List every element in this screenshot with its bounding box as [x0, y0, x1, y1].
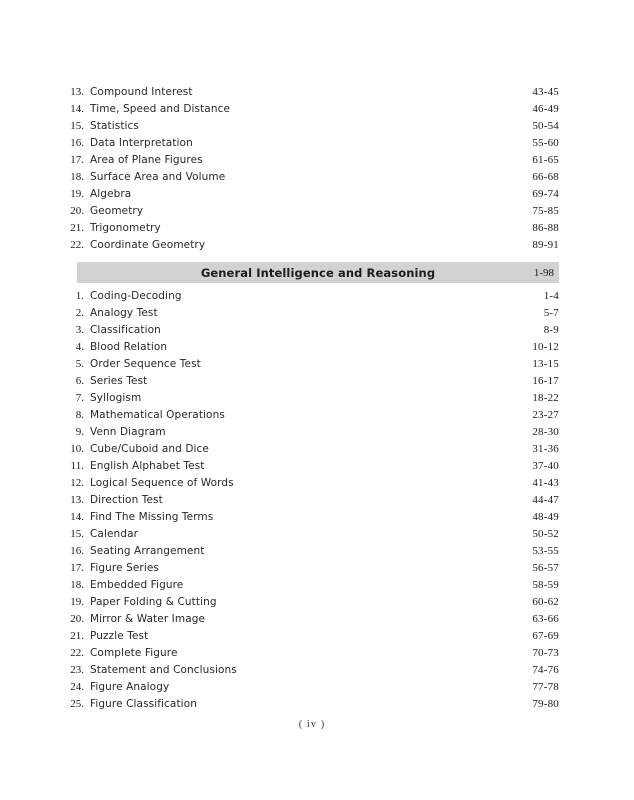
- toc-entry: [65, 560, 559, 577]
- toc-entry: [65, 594, 559, 611]
- entry-pages: 28-30: [532, 426, 559, 438]
- entry-pages: 41-43: [532, 477, 559, 489]
- entry-pages: 50-52: [532, 528, 559, 540]
- entry-pages: 55-60: [532, 137, 559, 149]
- section-title: General Intelligence and Reasoning: [200, 265, 436, 280]
- toc-entry: [65, 662, 559, 679]
- entry-title: Blood Relation: [90, 341, 168, 353]
- toc-entry: [65, 288, 559, 305]
- toc-entry: [65, 458, 559, 475]
- entry-pages: 79-80: [532, 698, 559, 710]
- entry-title: Geometry: [90, 205, 144, 217]
- entry-number: 4.: [75, 341, 84, 353]
- entry-pages: 43-45: [532, 86, 559, 98]
- toc-entry: [65, 203, 559, 220]
- toc-entry: [65, 84, 559, 101]
- toc-entry: [65, 424, 559, 441]
- toc-entry: [65, 679, 559, 696]
- entry-title: Coding-Decoding: [90, 290, 182, 302]
- entry-title: Mathematical Operations: [90, 409, 225, 421]
- toc-entry: [65, 220, 559, 237]
- toc-entry: [65, 577, 559, 594]
- entry-number: 13.: [70, 494, 84, 506]
- entry-pages: 60-62: [532, 596, 559, 608]
- entry-title: Analogy Test: [90, 307, 158, 319]
- entry-pages: 13-15: [532, 358, 559, 370]
- entry-number: 15.: [70, 528, 84, 540]
- entry-title: Syllogism: [90, 392, 142, 404]
- toc-entry: [65, 441, 559, 458]
- entry-number: 22.: [70, 239, 84, 251]
- entry-title: Coordinate Geometry: [90, 239, 206, 251]
- entry-pages: 61-65: [532, 154, 559, 166]
- entry-pages: 69-74: [532, 188, 559, 200]
- entry-title: Statement and Conclusions: [90, 664, 237, 676]
- entry-pages: 74-76: [532, 664, 559, 676]
- entry-number: 11.: [70, 460, 84, 472]
- entry-number: 20.: [70, 205, 84, 217]
- entry-title: Order Sequence Test: [90, 358, 201, 370]
- entry-pages: 48-49: [532, 511, 559, 523]
- entry-number: 23.: [70, 664, 84, 676]
- entry-pages: 44-47: [532, 494, 559, 506]
- entry-title: Figure Classification: [90, 698, 197, 710]
- entry-number: 14.: [70, 511, 84, 523]
- toc-entry: [65, 237, 559, 254]
- entry-pages: 37-40: [532, 460, 559, 472]
- entry-number: 15.: [70, 120, 84, 132]
- entry-title: Surface Area and Volume: [90, 171, 226, 183]
- entry-title: Time, Speed and Distance: [90, 103, 231, 115]
- entry-number: 1.: [75, 290, 84, 302]
- entry-title: Trigonometry: [90, 222, 161, 234]
- entry-title: Classification: [90, 324, 161, 336]
- entry-title: Area of Plane Figures: [90, 154, 203, 166]
- entry-pages: 67-69: [532, 630, 559, 642]
- table-of-contents: [65, 84, 559, 713]
- toc-entry: [65, 186, 559, 203]
- entry-title: Statistics: [90, 120, 139, 132]
- entry-pages: 31-36: [532, 443, 559, 455]
- toc-entry: [65, 118, 559, 135]
- entry-pages: 16-17: [532, 375, 559, 387]
- entry-number: 2.: [75, 307, 84, 319]
- entry-title: Logical Sequence of Words: [90, 477, 234, 489]
- entry-title: Mirror & Water Image: [90, 613, 206, 625]
- entry-pages: 77-78: [532, 681, 559, 693]
- toc-entry: [65, 628, 559, 645]
- toc-entry: [65, 475, 559, 492]
- entry-pages: 66-68: [532, 171, 559, 183]
- toc-entry: [65, 169, 559, 186]
- entry-number: 10.: [70, 443, 84, 455]
- entry-pages: 63-66: [532, 613, 559, 625]
- entry-pages: 23-27: [532, 409, 559, 421]
- entry-pages: 89-91: [532, 239, 559, 251]
- entry-number: 12.: [70, 477, 84, 489]
- entry-title: Seating Arrangement: [90, 545, 205, 557]
- entry-pages: 5-7: [543, 307, 559, 319]
- entry-number: 18.: [70, 171, 84, 183]
- entry-number: 3.: [75, 324, 84, 336]
- entry-pages: 50-54: [532, 120, 559, 132]
- entry-pages: 75-85: [532, 205, 559, 217]
- entry-number: 9.: [75, 426, 84, 438]
- entry-number: 13.: [70, 86, 84, 98]
- section-header-bar: [77, 262, 559, 283]
- entry-title: Find The Missing Terms: [90, 511, 214, 523]
- toc-entry: [65, 135, 559, 152]
- entry-title: Venn Diagram: [90, 426, 166, 438]
- entry-pages: 46-49: [532, 103, 559, 115]
- toc-entry: [65, 390, 559, 407]
- entry-title: Cube/Cuboid and Dice: [90, 443, 209, 455]
- section-page-range: 1-98: [533, 266, 554, 279]
- entry-pages: 18-22: [532, 392, 559, 404]
- entry-title: Series Test: [90, 375, 148, 387]
- entry-pages: 86-88: [532, 222, 559, 234]
- entry-pages: 56-57: [532, 562, 559, 574]
- toc-entry: [65, 339, 559, 356]
- entry-pages: 8-9: [543, 324, 559, 336]
- entry-number: 25.: [70, 698, 84, 710]
- entry-title: English Alphabet Test: [90, 460, 205, 472]
- entry-number: 19.: [70, 188, 84, 200]
- entry-title: Compound Interest: [90, 86, 193, 98]
- entry-number: 20.: [70, 613, 84, 625]
- toc-entry: [65, 645, 559, 662]
- toc-entry: [65, 492, 559, 509]
- page-number-footer: ( iv ): [298, 719, 326, 730]
- toc-entry: [65, 356, 559, 373]
- entry-number: 17.: [70, 562, 84, 574]
- entry-title: Figure Analogy: [90, 681, 170, 693]
- entry-number: 22.: [70, 647, 84, 659]
- entry-pages: 10-12: [532, 341, 559, 353]
- entry-title: Paper Folding & Cutting: [90, 596, 217, 608]
- toc-entry: [65, 526, 559, 543]
- toc-entry: [65, 305, 559, 322]
- entry-title: Complete Figure: [90, 647, 178, 659]
- entry-number: 21.: [70, 222, 84, 234]
- entry-title: Data Interpretation: [90, 137, 193, 149]
- toc-entry: [65, 322, 559, 339]
- toc-entry: [65, 101, 559, 118]
- entry-number: 17.: [70, 154, 84, 166]
- entry-number: 5.: [75, 358, 84, 370]
- entry-number: 7.: [75, 392, 84, 404]
- entry-number: 24.: [70, 681, 84, 693]
- entry-title: Direction Test: [90, 494, 163, 506]
- toc-entry: [65, 152, 559, 169]
- entry-pages: 53-55: [532, 545, 559, 557]
- entry-pages: 1-4: [543, 290, 559, 302]
- entry-number: 8.: [75, 409, 84, 421]
- entry-title: Figure Series: [90, 562, 159, 574]
- entry-title: Puzzle Test: [90, 630, 149, 642]
- entry-number: 16.: [70, 545, 84, 557]
- entry-title: Algebra: [90, 188, 132, 200]
- toc-entry: [65, 543, 559, 560]
- entry-pages: 70-73: [532, 647, 559, 659]
- toc-entry: [65, 373, 559, 390]
- entry-number: 18.: [70, 579, 84, 591]
- entry-number: 21.: [70, 630, 84, 642]
- entry-number: 19.: [70, 596, 84, 608]
- entry-pages: 58-59: [532, 579, 559, 591]
- toc-entry: [65, 509, 559, 526]
- entry-number: 14.: [70, 103, 84, 115]
- toc-entry: [65, 407, 559, 424]
- entry-title: Calendar: [90, 528, 139, 540]
- entry-number: 16.: [70, 137, 84, 149]
- entry-title: Embedded Figure: [90, 579, 184, 591]
- entry-number: 6.: [75, 375, 84, 387]
- toc-entry: [65, 611, 559, 628]
- toc-entry: [65, 696, 559, 713]
